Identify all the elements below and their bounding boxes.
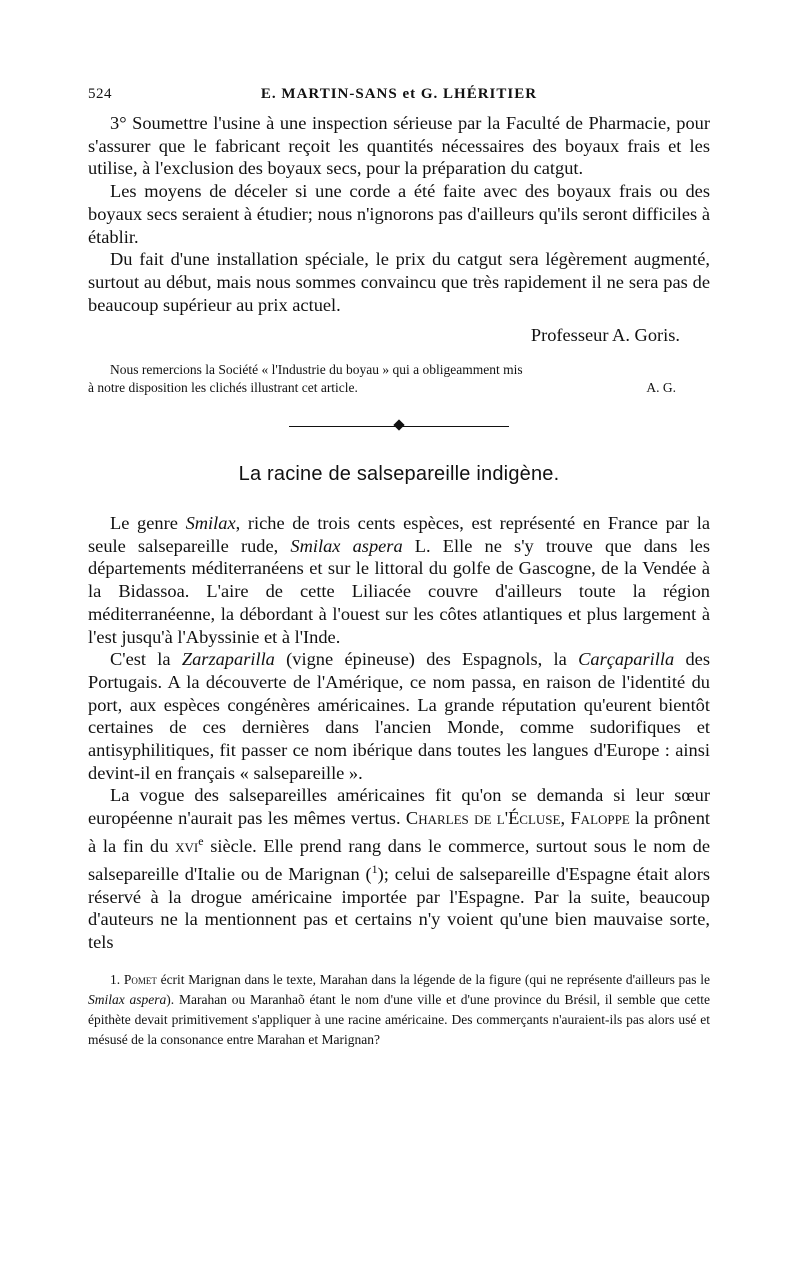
acknowledgement-initials: A. G. — [646, 380, 676, 396]
taxon-name: Smilax — [185, 513, 236, 534]
vernacular-name: Zarzaparilla — [181, 649, 275, 670]
paragraph: 3° Soumettre l'usine à une inspection sérieuse par la Faculté de Pharmacie, pour s'assurer que le fabricant reçoit les quantités nécessaires des boyaux frais et les utilise, à l'exclusion des boyaux secs, pour la préparation du catgut. — [88, 113, 710, 179]
superscript: e — [198, 833, 204, 848]
acknowledgement-line-last — [88, 379, 710, 397]
footnote-number: 1. — [110, 971, 124, 987]
text-run: Le genre — [110, 513, 186, 534]
running-head-authors: E. MARTIN-SANS et G. LHÉRITIER — [260, 86, 538, 102]
acknowledgement-note — [88, 361, 710, 397]
diamond-ornament-icon — [393, 419, 404, 430]
page — [88, 86, 710, 1050]
article-body — [88, 512, 710, 954]
acknowledgement-line: Nous remercions la Société « l'Industrie du boyau » qui a obligeamment mis — [110, 362, 523, 378]
page-number: 524 — [88, 86, 112, 102]
text-run: (vigne épineuse) des Espagnols, la — [274, 649, 579, 670]
text-run: C'est la — [110, 649, 182, 670]
text-run: siècle. Elle prend rang dans le commerce, surtout sous le nom de salsepareille d'Italie ou de Marignan ( — [88, 836, 710, 884]
author-name: Faloppe — [570, 808, 630, 829]
signature — [88, 324, 710, 347]
paragraph — [88, 512, 710, 648]
paragraph: Du fait d'une installation spéciale, le prix du catgut sera légèrement augmenté, surtout au début, mais nous sommes convaincu que très rapidement il ne sera pas de beaucoup supérieur au prix actuel. — [88, 249, 710, 315]
signature-text: Professeur A. Goris. — [530, 325, 680, 346]
text-run: La vogue des salsepareilles américaines fit qu'on se demanda si leur sœur européenne n'aurait pas les mêmes vertus. — [88, 785, 710, 829]
paragraph — [88, 648, 710, 784]
footnote-ref: 1 — [371, 861, 378, 876]
continuation-section — [88, 112, 710, 316]
text-run: la prônent à la fin du — [88, 808, 710, 856]
text-run: ). Marahan ou Maranhaõ étant le nom d'une ville et d'une province du Brésil, il semble que cette épithète devait primitivement s'appliquer à une racine américaine. Des commerçants n'auraient-ils pas alors usé et mésusé de la consonance entre Marahan et Marignan? — [88, 991, 710, 1047]
taxon-name: Smilax aspera — [88, 991, 167, 1007]
taxon-name: Smilax aspera — [290, 535, 403, 556]
vernacular-name: Carçaparilla — [578, 649, 675, 670]
author-name: Charles de l'Écluse — [405, 808, 561, 829]
section-divider — [289, 421, 509, 431]
text-run: des Portugais. A la découverte de l'Amérique, ce nom passa, en raison de l'identité du port, aux espèces congénères américaines. La grande réputation qu'eurent bientôt certaines de ces dernières dans l'ancien Monde, comme sudorifiques et antisyphilitiques, fit passer ce nom ibérique dans toutes les langues d'Europe : ainsi devint-il en français « salsepareille ». — [88, 649, 710, 783]
text-run: , riche de trois cents espèces, est représenté en France par la seule salsepareille rude, — [88, 513, 710, 556]
author-name: Pomet — [123, 971, 157, 987]
text-run: ); celui de salsepareille d'Espagne était alors réservé à la drogue américaine importée par l'Espagne. Par la suite, beaucoup d'auteurs ne la mentionnent pas et certains n'y voient qu'une bien mauvaise sorte, tels — [88, 863, 711, 952]
acknowledgement-text: à notre disposition les clichés illustrant cet article. — [88, 380, 358, 396]
text-run: , — [560, 808, 571, 829]
footnote — [88, 970, 710, 1050]
running-head — [88, 86, 710, 112]
paragraph: Les moyens de déceler si une corde a été faite avec des boyaux frais ou des boyaux secs seraient à étudier; nous n'ignorons pas d'ailleurs qu'ils seront difficiles à établir. — [88, 181, 710, 247]
paragraph — [88, 784, 710, 953]
footnotes — [88, 970, 710, 1050]
century-numeral: xvi — [175, 836, 199, 856]
article-title: La racine de salsepareille indigène. — [238, 463, 560, 486]
text-run: écrit Marignan dans le texte, Marahan dans la légende de la figure (qui ne représente d'ailleurs pas le — [156, 971, 710, 987]
text-run: L. Elle ne s'y trouve que dans les départements méditerranéens et sur le littoral du golfe de Gascogne, de la Vendée à la Bidassoa. L'aire de cette Liliacée couvre d'ailleurs toute la région méditerranéenne, la débordant à l'ouest sur les côtes atlantiques et plus largement à l'est jusqu'à l'Abyssinie et à l'Inde. — [88, 535, 710, 647]
